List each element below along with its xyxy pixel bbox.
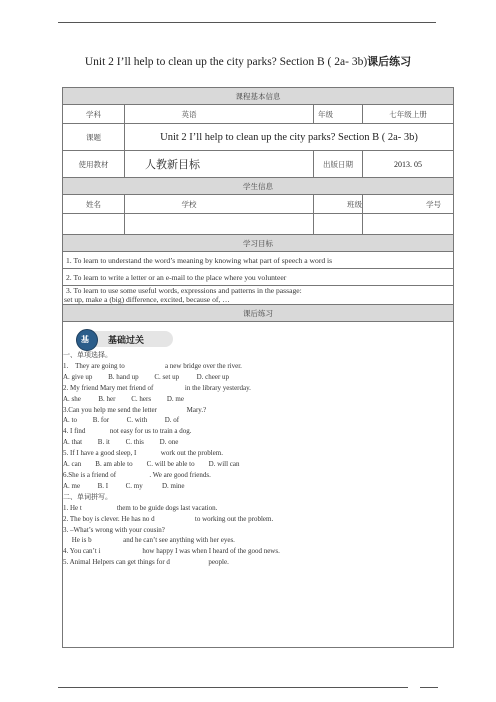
exercise-line: A. me B. I C. my D. mine: [63, 481, 185, 490]
exercise-line: He is b and he can’t see anything with her eyes.: [63, 536, 235, 545]
page-title: [0, 53, 496, 69]
badge-label: 基础过关: [108, 336, 145, 346]
bottom-rule: [58, 687, 408, 688]
worksheet-table: [62, 87, 454, 648]
school-cell[interactable]: [125, 214, 314, 235]
exercise-line: 5. If I have a good sleep, I work out the problem.: [63, 449, 223, 458]
exercise-line: 4. You can’t i how happy I was when I heard of the good news.: [63, 547, 280, 556]
section-goals: 学习目标: [63, 235, 454, 252]
exercise-line: 二、单词拼写。: [63, 492, 112, 501]
exercise-line: 5. Animal Helpers can get things for d people.: [63, 558, 229, 567]
section-exercise: 课后练习: [63, 305, 454, 322]
exercise-line: 6.She is a friend of . We are good friends.: [63, 470, 211, 479]
goal-3: [63, 286, 454, 305]
exercise-line: A. she B. her C. hers D. me: [63, 394, 184, 403]
exercise-area: [63, 322, 454, 648]
exercise-lines: [63, 350, 453, 568]
goal-2: 2. To learn to write a letter or an e-mail to the place where you volunteer: [63, 269, 454, 286]
school-header: 学校: [125, 195, 314, 214]
title-chinese: 课后练习: [367, 55, 412, 68]
textbook-label: 使用教材: [63, 151, 125, 178]
date-value: 2013. 05: [363, 151, 454, 178]
class-header: 班级: [314, 195, 363, 214]
exercise-line: 2. The boy is clever. He has no d to working out the problem.: [63, 514, 274, 523]
badge-icon-text: 基: [81, 335, 89, 344]
exercise-line: 一、单项选择。: [63, 351, 112, 359]
badge-icon: [76, 329, 98, 351]
exercise-line: 1. He t them to be guide dogs last vacation.: [63, 503, 218, 512]
grade-label: 年级: [314, 105, 363, 124]
exercise-line: A. to B. for C. with D. of: [63, 416, 180, 425]
section-course-info: 课程基本信息: [63, 88, 454, 105]
exercise-line: A. can B. am able to C. will be able to D. will can: [63, 460, 240, 469]
exercise-line: 3. –What’s wrong with your cousin?: [63, 525, 165, 534]
topic-label: 课题: [63, 124, 125, 151]
name-header: 姓名: [63, 195, 125, 214]
section-student-info: 学生信息: [63, 178, 454, 195]
topic-value: Unit 2 I’ll help to clean up the city parks? Section B ( 2a- 3b): [125, 124, 454, 151]
top-rule: [58, 22, 436, 23]
goal-1: 1. To learn to understand the word’s meaning by knowing what part of speech a word is: [63, 252, 454, 269]
id-cell[interactable]: [363, 214, 454, 235]
subject-value: 英语: [125, 105, 314, 124]
basic-level-badge: [73, 328, 173, 350]
grade-value: 七年级上册: [363, 105, 454, 124]
date-label: 出版日期: [314, 151, 363, 178]
exercise-line: 1. They are going to a new bridge over the river.: [63, 361, 242, 370]
title-english: Unit 2 I’ll help to clean up the city parks? Section B ( 2a- 3b): [84, 56, 368, 68]
exercise-line: 3.Can you help me send the letter Mary.?: [63, 405, 207, 414]
goal-3-expressions: set up, make a (big) difference, excited, because of, …: [64, 295, 230, 304]
exercise-line: A. give up B. hand up C. set up D. cheer up: [63, 372, 230, 381]
exercise-line: A. that B. it C. this D. one: [63, 438, 179, 447]
textbook-value: 人教新目标: [125, 151, 314, 178]
name-cell[interactable]: [63, 214, 125, 235]
id-header: 学号: [363, 195, 454, 214]
exercise-line: 4. I find not easy for us to train a dog.: [63, 427, 192, 436]
goal-3-text: 3. To learn to use some useful words, expressions and patterns in the passage:: [66, 286, 302, 295]
bottom-rule-short: [420, 687, 438, 688]
subject-label: 学科: [63, 105, 125, 124]
exercise-line: 2. My friend Mary met friend of in the library yesterday.: [63, 383, 251, 392]
class-cell[interactable]: [314, 214, 363, 235]
